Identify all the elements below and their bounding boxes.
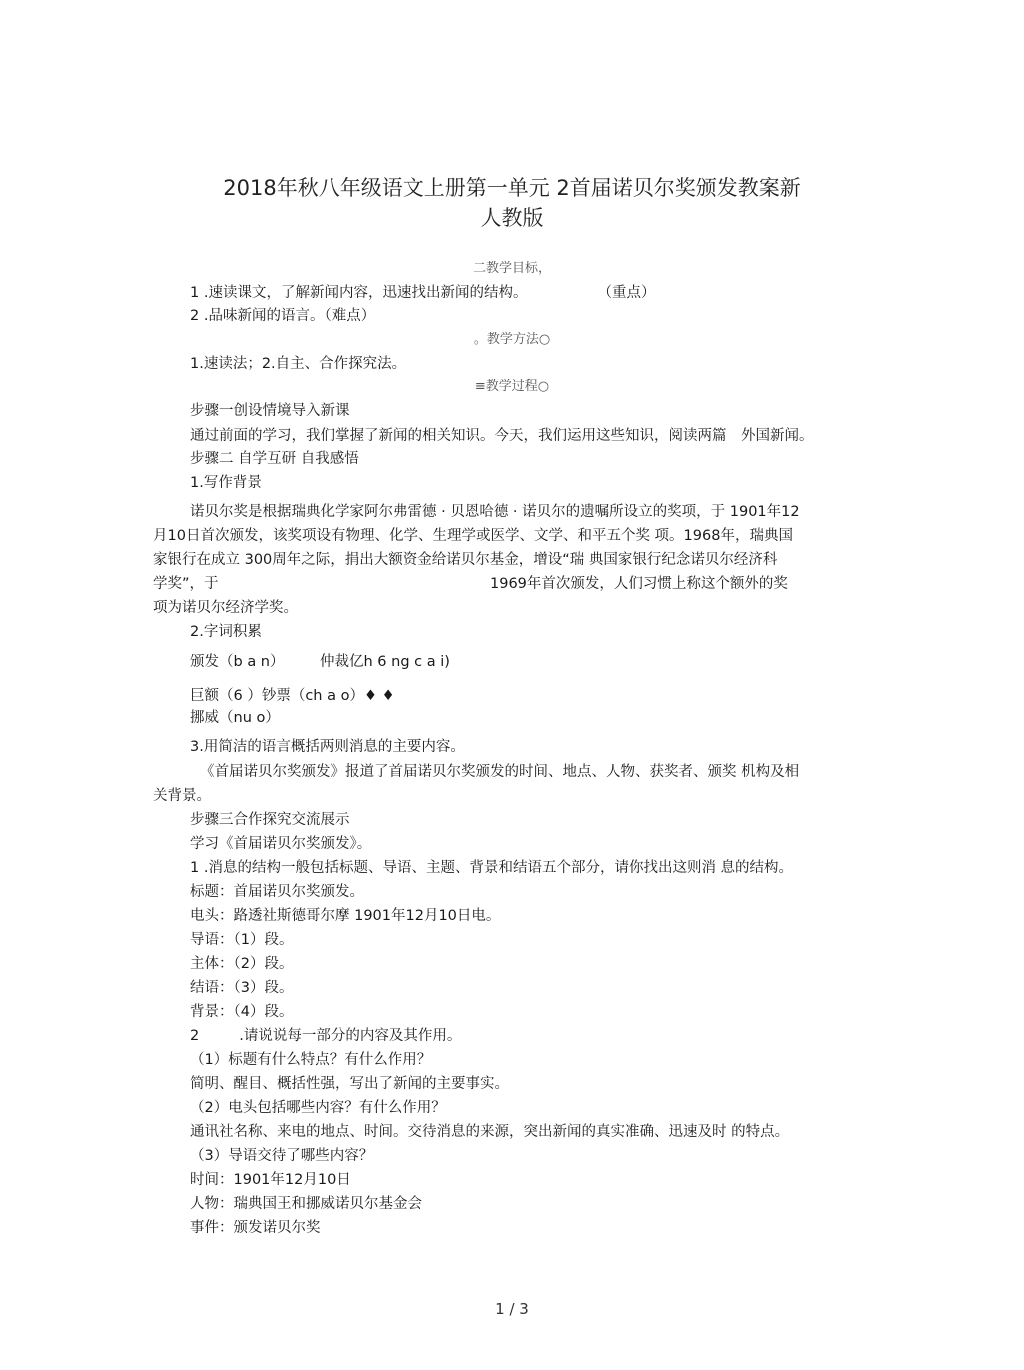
document-title-line-2: 人教版 [480, 206, 544, 230]
vocab-line-1b: 仲裁亿h 6 ng c a i) [320, 654, 450, 670]
background-paragraph-line-3: 家银行在成立 300周年之际，捐出大额资金给诺贝尔基金，增设“瑞 典国家银行纪念诺贝尔经济科 [153, 552, 778, 568]
section-heading-process: ≡教学过程○ [474, 379, 550, 394]
background-paragraph-line-4b: 1969年首次颁发，人们习惯上称这个额外的奖 [490, 576, 788, 592]
methods-text: 1.速读法；2.自主、合作探究法。 [190, 356, 407, 372]
background-paragraph-line-5: 项为诺贝尔经济学奖。 [153, 600, 298, 616]
sub-question-3: （3）导语交待了哪些内容？ [190, 1148, 374, 1164]
step-1-body: 通过前面的学习，我们掌握了新闻的相关知识。今天，我们运用这些知识，阅读两篇 外国新闻。 [190, 428, 814, 444]
section-heading-methods: 。教学方法○ [473, 332, 551, 347]
goal-2: 2 .品味新闻的语言。（难点） [190, 308, 376, 324]
structure-background: 背景：（4）段。 [190, 1004, 294, 1020]
background-title: 1.写作背景 [190, 475, 262, 491]
vocab-line-1a: 颁发（b a n） [190, 654, 285, 670]
goal-1-text: 1 .速读课文，了解新闻内容，迅速找出新闻的结构。 [190, 285, 528, 301]
sub-answer-3-event: 事件：颁发诺贝尔奖 [190, 1220, 321, 1236]
vocab-line-2: 巨额（6 ）钞票（ch a o）♦ ♦ [190, 688, 395, 704]
vocab-line-3: 挪威（nu o） [190, 710, 280, 726]
question-3-title: 3.用简洁的语言概括两则消息的主要内容。 [190, 739, 465, 755]
section-heading-goals: 二教学目标， [472, 261, 551, 276]
structure-lead: 导语：（1）段。 [190, 932, 294, 948]
structure-conclusion: 结语：（3）段。 [190, 980, 294, 996]
background-paragraph-line-4a: 学奖”，于 [153, 576, 219, 592]
document-title-line-1: 2018年秋八年级语文上册第一单元 2首届诺贝尔奖颁发教案新 [223, 176, 801, 200]
goal-1-tag: （重点） [597, 285, 656, 301]
sub-answer-3-time: 时间：1901年12月10日 [190, 1172, 351, 1188]
step-2-title: 步骤二 自学互研 自我感悟 [190, 451, 359, 467]
step-1-title: 步骤一创设情境导入新课 [190, 403, 350, 419]
question-3-answer-line-2: 关背景。 [153, 788, 211, 804]
background-paragraph-line-2: 月10日首次颁发，该奖项设有物理、化学、生理学或医学、文学、和平五个奖 项。1968年，瑞典国 [153, 528, 793, 544]
structure-title: 标题：首届诺贝尔奖颁发。 [190, 884, 364, 900]
structure-question-1: 1 .消息的结构一般包括标题、导语、主题、背景和结语五个部分，请你找出这则消 息的结构。 [190, 860, 794, 876]
structure-question-2-text: .请说说每一部分的内容及其作用。 [239, 1028, 462, 1044]
step-3-title: 步骤三合作探究交流展示 [190, 812, 350, 828]
vocab-title: 2.字词积累 [190, 624, 262, 640]
goal-1 [190, 281, 655, 302]
sub-answer-2: 通讯社名称、来电的地点、时间。交待消息的来源，突出新闻的真实准确、迅速及时 的特点。 [190, 1124, 790, 1140]
structure-question-2 [190, 1024, 461, 1045]
background-paragraph-line-1: 诺贝尔奖是根据瑞典化学家阿尔弗雷德 · 贝恩哈德 · 诺贝尔的遗嘱所设立的奖项，于 1901年12 [190, 504, 800, 520]
sub-answer-1: 简明、醒目、概括性强，写出了新闻的主要事实。 [190, 1076, 509, 1092]
sub-answer-3-people: 人物：瑞典国王和挪威诺贝尔基金会 [190, 1196, 422, 1212]
structure-body: 主体：（2）段。 [190, 956, 294, 972]
study-text: 学习《首届诺贝尔奖颁发》。 [190, 836, 372, 852]
sub-question-2: （2）电头包括哪些内容？有什么作用？ [190, 1100, 446, 1116]
question-3-answer-line-1: 《首届诺贝尔奖颁发》报道了首届诺贝尔奖颁发的时间、地点、人物、获奖者、颁奖 机构及相 [200, 764, 800, 780]
sub-question-1: （1）标题有什么特点？有什么作用？ [190, 1052, 432, 1068]
page-number: 1 / 3 [495, 1300, 529, 1318]
structure-question-2-number: 2 [190, 1028, 200, 1044]
structure-dateline: 电头：路透社斯德哥尔摩 1901年12月10日电。 [190, 908, 501, 924]
